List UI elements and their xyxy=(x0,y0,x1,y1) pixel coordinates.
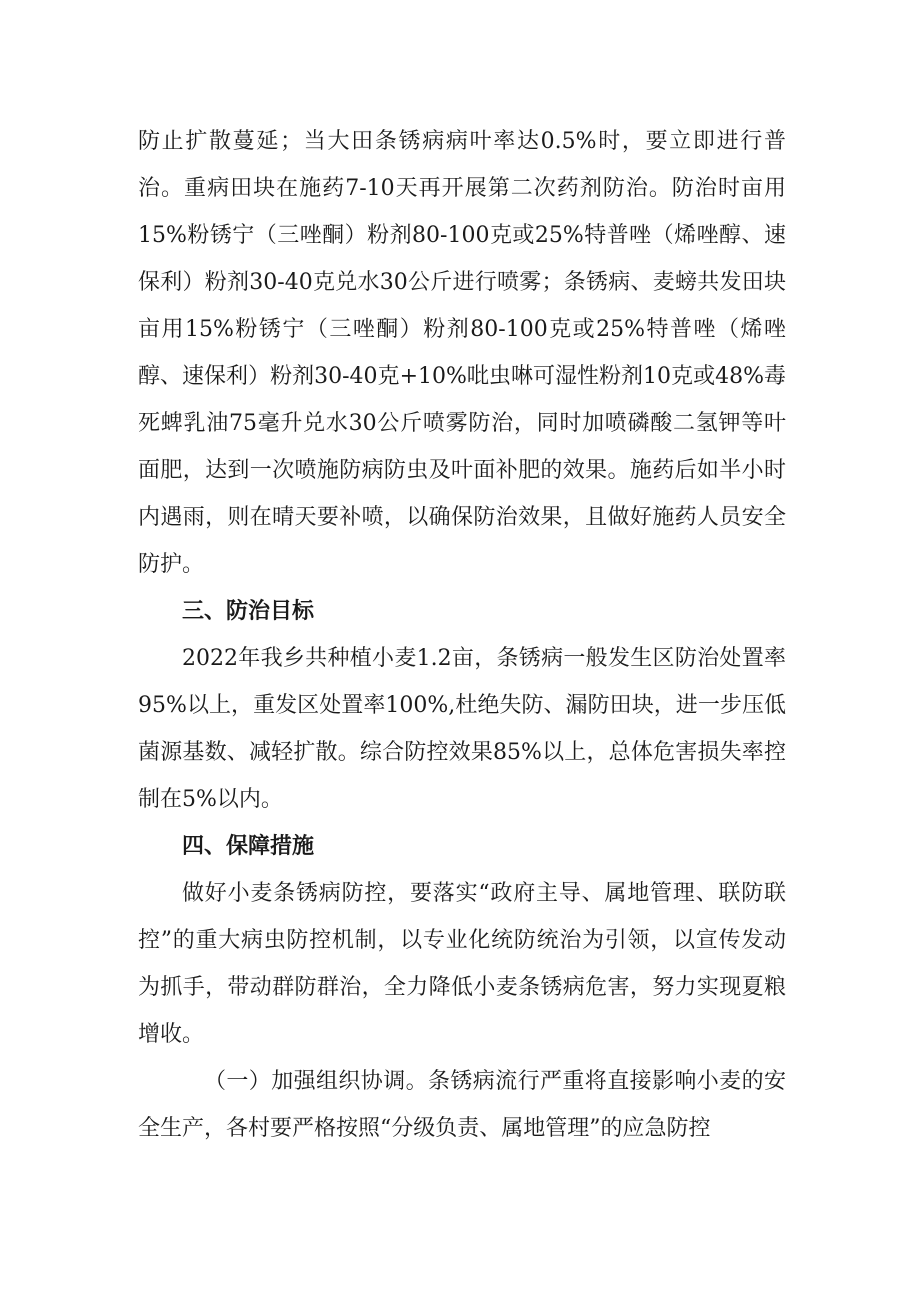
section-heading-3: 三、防治目标 xyxy=(182,599,315,624)
document-body xyxy=(138,118,786,1152)
paragraph-section-4: 做好小麦条锈病防控，要落实“政府主导、属地管理、联防联控”的重大病虫防控机制，以专业化统防统治为引领，以宣传发动为抓手，带动群防群治，全力降低小麦条锈病危害，努力实现夏粮增收。 xyxy=(138,881,786,1047)
paragraph-subsection-1: （一）加强组织协调。条锈病流行严重将直接影响小麦的安全生产，各村要严格按照“分级负责、属地管理”的应急防控 xyxy=(138,1069,786,1141)
paragraph-continuation: 防止扩散蔓延；当大田条锈病病叶率达0.5%时，要立即进行普治。重病田块在施药7-10天再开展第二次药剂防治。防治时亩用15%粉锈宁（三唑酮）粉剂80-100克或25%特普唑（烯唑醇、速保利）粉剂30-40克兑水30公斤进行喷雾；条锈病、麦螃共发田块亩用15%粉锈宁（三唑酮）粉剂80-100克或25%特普唑（烯唑醇、速保利）粉剂30-40克+10%吡虫啉可湿性粉剂10克或48%毒死蜱乳油75毫升兑水30公斤喷雾防治，同时加喷磷酸二氢钾等叶面肥，达到一次喷施防病防虫及叶面补肥的效果。施药后如半小时内遇雨，则在晴天要补喷，以确保防治效果，且做好施药人员安全防护。 xyxy=(138,129,786,577)
section-heading-4: 四、保障措施 xyxy=(182,834,315,859)
paragraph-section-3: 2022年我乡共种植小麦1.2亩，条锈病一般发生区防治处置率95%以上，重发区处置率100%,杜绝失防、漏防田块，进一步压低菌源基数、减轻扩散。综合防控效果85%以上，总体危害损失率控制在5%以内。 xyxy=(138,646,786,812)
